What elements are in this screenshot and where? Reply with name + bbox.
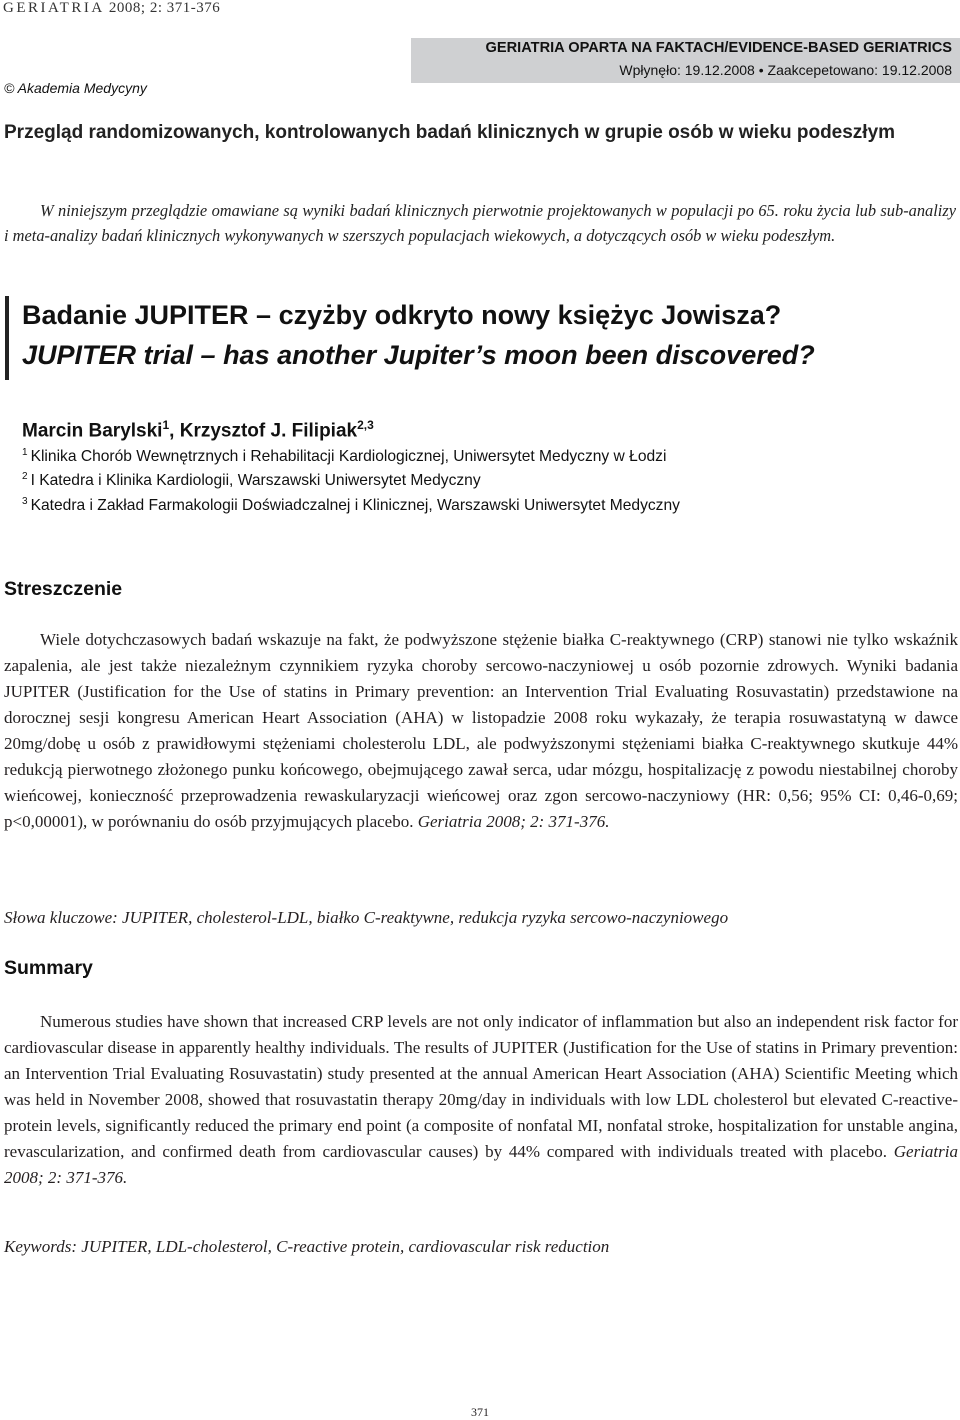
streszczenie-heading: Streszczenie <box>4 578 123 600</box>
article-title-polish: Badanie JUPITER – czyżby odkryto nowy księżyc Jowisza? <box>22 300 782 330</box>
streszczenie-keywords: Słowa kluczowe: JUPITER, cholesterol-LDL, białko C-reaktywne, redukcja ryzyka sercowo-naczyniowego <box>4 908 729 927</box>
affiliation-text: I Katedra i Klinika Kardiologii, Warszawski Uniwersytet Medyczny <box>30 472 481 490</box>
summary-body <box>4 1009 958 1191</box>
affiliation-item <box>22 447 666 466</box>
article-title-english: JUPITER trial – has another Jupiter’s moon been discovered? <box>22 340 815 370</box>
author-separator: , <box>169 420 180 442</box>
streszczenie-text: Wiele dotychczasowych badań wskazuje na fakt, że podwyższone stężenie białka C-reaktywnego (CRP) stanowi nie tylko wskaźnik zapalenia, ale jest także niezależnym czynnikiem ryzyka choroby sercowo-naczyniowej u osób pozornie zdrowych. Wyniki badania JUPITER (Justification for the Use of statins in Primary prevention: an Intervention Trial Evaluating Rosuvastatin) przedstawione na dorocznej sesji kongresu American Heart Association (AHA) w listopadzie 2008 roku wykazały, że terapia rosuwastatyną w dawce 20mg/dobę u osób z prawidłowymi stężeniami cholesterolu LDL, ale podwyższonymi stężeniami białka C-reaktywnego skutkuje 44% redukcją pierwotnego złożonego punku końcowego, obejmującego zawał serca, udar mózgu, hospitalizację z powodu niestabilnej choroby wieńcowej, konieczność przeprowadzenia rewaskularyzacji wieńcowej oraz zgon sercowo-naczyniowy (HR: 0,56; 95% CI: 0,46-0,69; p<0,00001), w porównaniu do osób przyjmujących placebo. <box>4 630 958 831</box>
author-affiliation-ref: 2,3 <box>357 418 374 432</box>
affiliation-item <box>22 496 680 515</box>
journal-header <box>3 0 220 17</box>
series-banner <box>411 38 960 83</box>
author-name: Krzysztof J. Filipiak <box>179 420 358 442</box>
summary-keywords: Keywords: JUPITER, LDL-cholesterol, C-reactive protein, cardiovascular risk reduction <box>4 1237 610 1256</box>
journal-name: GERIATRIA <box>3 0 105 16</box>
affiliation-item <box>22 471 481 490</box>
affiliation-text: Katedra i Zakład Farmakologii Doświadczalnej i Klinicznej, Warszawski Uniwersytet Medyczny <box>30 497 680 515</box>
section-title: Przegląd randomizowanych, kontrolowanych badań klinicznych w grupie osób w wieku podeszłym <box>4 122 896 143</box>
page-number: 371 <box>471 1405 489 1419</box>
streszczenie-citation: Geriatria 2008; 2: 371-376. <box>417 812 610 831</box>
author-name: Marcin Barylski <box>22 420 163 442</box>
section-intro <box>4 198 956 248</box>
summary-heading: Summary <box>4 957 93 979</box>
affiliation-number: 3 <box>22 496 28 507</box>
author-list <box>22 418 374 442</box>
title-accent-bar <box>5 296 9 380</box>
affiliation-number: 2 <box>22 471 28 482</box>
copyright-notice: © Akademia Medycyny <box>4 80 147 96</box>
summary-text: Numerous studies have shown that increased CRP levels are not only indicator of inflammation but also an independent risk factor for cardiovascular disease in apparently healthy individuals. The results of JUPITER (Justification for the Use of statins in Primary prevention: an Intervention Trial Evaluating Rosuvastatin) study presented at the annual American Heart Association (AHA) Scientific Meeting which was held in November 2008, showed that rosuvastatin therapy 20mg/day in individuals with low LDL cholesterol but elevated C-reactive-protein levels, significantly reduced the primary end point (a composite of nonfatal MI, nonfatal stroke, hospitalization for unstable angina, revascularization, and confirmed death from cardiovascular causes) by 44% compared with individuals treated with placebo. <box>4 1012 958 1161</box>
journal-citation: 2008; 2: 371-376 <box>108 0 221 16</box>
affiliation-text: Klinika Chorób Wewnętrznych i Rehabilitacji Kardiologicznej, Uniwersytet Medyczny w Łodzi <box>30 448 667 466</box>
streszczenie-body <box>4 627 958 835</box>
affiliation-number: 1 <box>22 447 28 458</box>
series-title: GERIATRIA OPARTA NA FAKTACH/EVIDENCE-BASED GERIATRICS <box>485 40 952 56</box>
summary-citation: Geriatria 2008; 2: 371-376. <box>4 1142 958 1187</box>
author-affiliation-ref: 1 <box>162 418 170 432</box>
section-intro-text: W niniejszym przeglądzie omawiane są wyniki badań klinicznych pierwotnie projektowanych w populacji po 65. roku życia lub sub-analizy i meta-analizy badań klinicznych wykonywanych w szerszych populacjach wiekowych, a dotyczących osób w wieku podeszłym. <box>4 201 956 245</box>
received-accepted-dates: Wpłynęło: 19.12.2008 • Zaakcepetowano: 19.12.2008 <box>619 62 952 78</box>
